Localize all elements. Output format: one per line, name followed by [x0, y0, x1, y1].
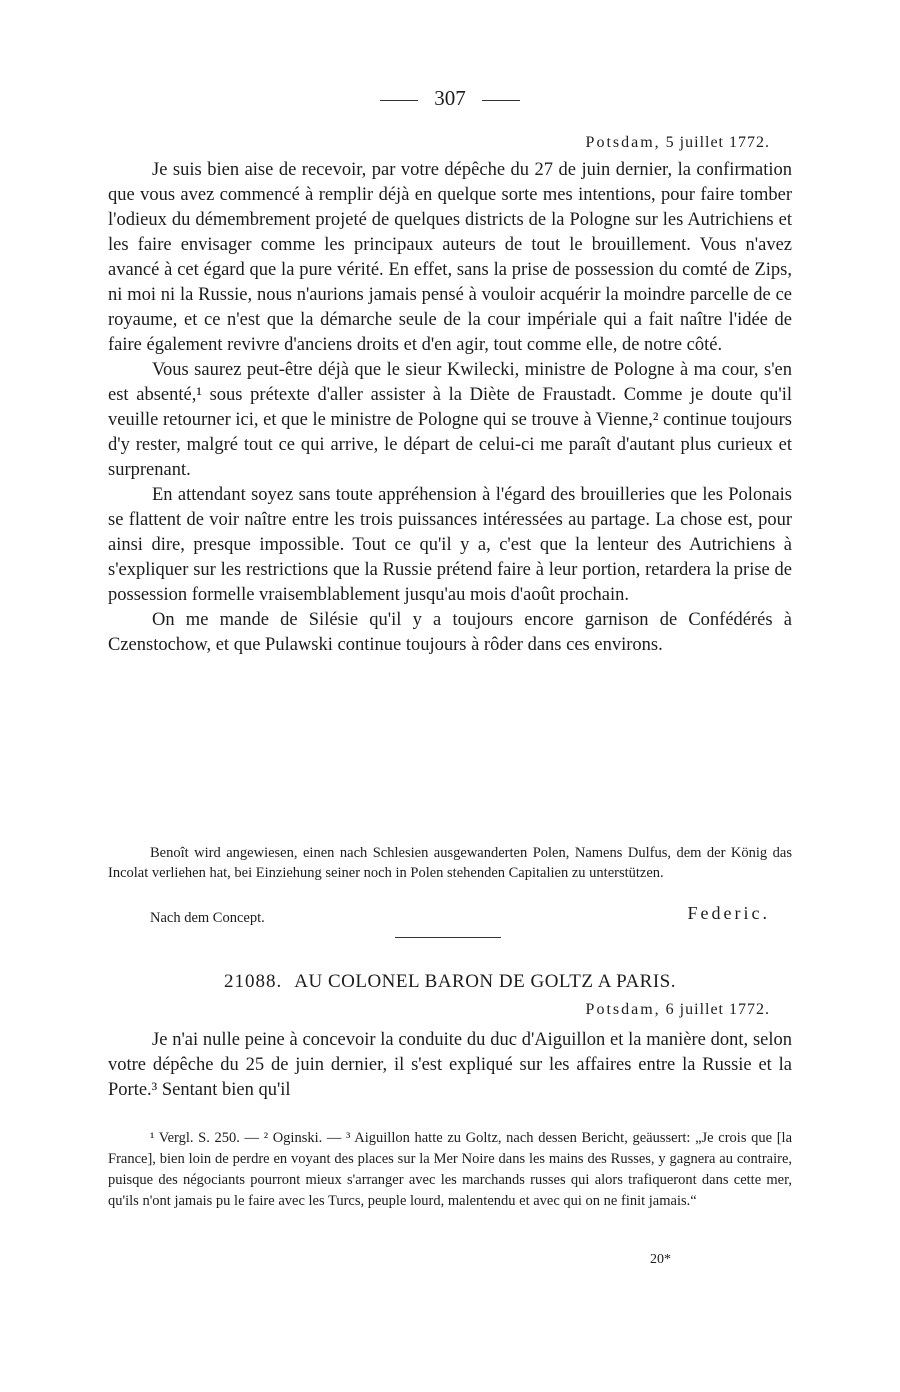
letter1-body — [108, 158, 792, 658]
footnotes-text: ¹ Vergl. S. 250. — ² Oginski. — ³ Aiguillon hatte zu Goltz, nach dessen Bericht, geäussert: „Je crois que [la France], bien loin de perdre en voyant des places sur la Mer Noire dans les mains des Russes, y gagnera au contraire, puisque des négociants pourront mieux s'arranger avec les marchands russes qui alors trafiqueront dans cette mer, qu'ils n'ont jamais pu le faire avec les Turcs, peuple lourd, malentendu et avec qui on ne finit jamais.“ — [108, 1130, 792, 1209]
letter1-signature: Federic. — [687, 903, 770, 923]
letter2-dateline-place: Potsdam, — [585, 1001, 661, 1018]
letter1-dateline — [586, 134, 770, 152]
header-rule-left — [380, 100, 418, 101]
letter1-paragraph: Je suis bien aise de recevoir, par votre dépêche du 27 de juin dernier, la confirmation que vous avez commencé à remplir déjà en quelque sorte mes intentions, pour faire tomber l'odieux du démembrement projeté de quelques districts de la Pologne sur les Autrichiens et les faire envisager comme les principaux auteurs de tout le brouillement. Vous n'avez avancé à cet égard que la pure vérité. En effet, sans la prise de possession du comté de Zips, ni moi ni la Russie, nous n'aurions jamais pensé à vouloir acquérir la moindre parcelle de ce royaume, et ce n'est que la démarche seule de la cour impériale qui a fait naître l'idée de faire également revivre d'anciens droits et d'en agir, tout comme elle, de notre côté. — [108, 160, 792, 355]
letter2-body — [108, 1028, 792, 1103]
page-number: 307 — [434, 86, 466, 110]
letter1-source: Nach dem Concept. — [150, 910, 265, 926]
letter2-heading — [0, 971, 900, 993]
header-rule-right — [482, 100, 520, 101]
letter2-dateline — [586, 1001, 770, 1019]
letter1-note-text: Benoît wird angewiesen, einen nach Schlesien ausgewanderten Polen, Namens Dulfus, dem der König das Incolat verliehen hat, bei Einziehung seiner noch in Polen stehenden Capitalien zu unterstützen. — [108, 845, 792, 881]
letter2-number: 21088. — [224, 971, 283, 992]
letter1-dateline-date: 5 juillet 1772. — [665, 134, 770, 151]
page-header — [0, 86, 900, 111]
letter1-paragraph: En attendant soyez sans toute appréhension à l'égard des brouilleries que les Polonais se flattent de voir naître entre les trois puissances intéressées au partage. La chose est, pour ainsi dire, presque impossible. Tout ce qu'il y a, c'est que la lenteur des Autrichiens à s'expliquer sur les restrictions que la Russie prétend faire à leur portion, retardera la prise de possession formelle vraisemblablement jusqu'au mois d'août prochain. — [108, 485, 792, 605]
letter1-note — [108, 844, 792, 883]
signature-mark: 20* — [650, 1252, 671, 1267]
footnotes — [108, 1128, 792, 1212]
letter1-paragraph: On me mande de Silésie qu'il y a toujours encore garnison de Confédérés à Czenstochow, et que Pulawski continue toujours à rôder dans ces environs. — [108, 610, 792, 655]
letter2-title: AU COLONEL BARON DE GOLTZ A PARIS. — [294, 971, 676, 992]
letter2-dateline-date: 6 juillet 1772. — [665, 1001, 770, 1018]
section-divider — [395, 937, 501, 938]
letter1-dateline-place: Potsdam, — [585, 134, 661, 151]
letter1-paragraph: Vous saurez peut-être déjà que le sieur Kwilecki, ministre de Pologne à ma cour, s'en est absenté,¹ sous prétexte d'aller assister à la Diète de Fraustadt. Comme je doute qu'il veuille retourner ici, et que le ministre de Pologne qui se trouve à Vienne,² continue toujours d'y rester, malgré tout ce qui arrive, le départ de celui-ci me paraît d'autant plus curieux et surprenant. — [108, 360, 792, 480]
letter2-paragraph: Je n'ai nulle peine à concevoir la conduite du duc d'Aiguillon et la manière dont, selon votre dépêche du 25 de juin dernier, il s'est expliqué sur les affaires entre la Russie et la Porte.³ Sentant bien qu'il — [108, 1030, 792, 1100]
